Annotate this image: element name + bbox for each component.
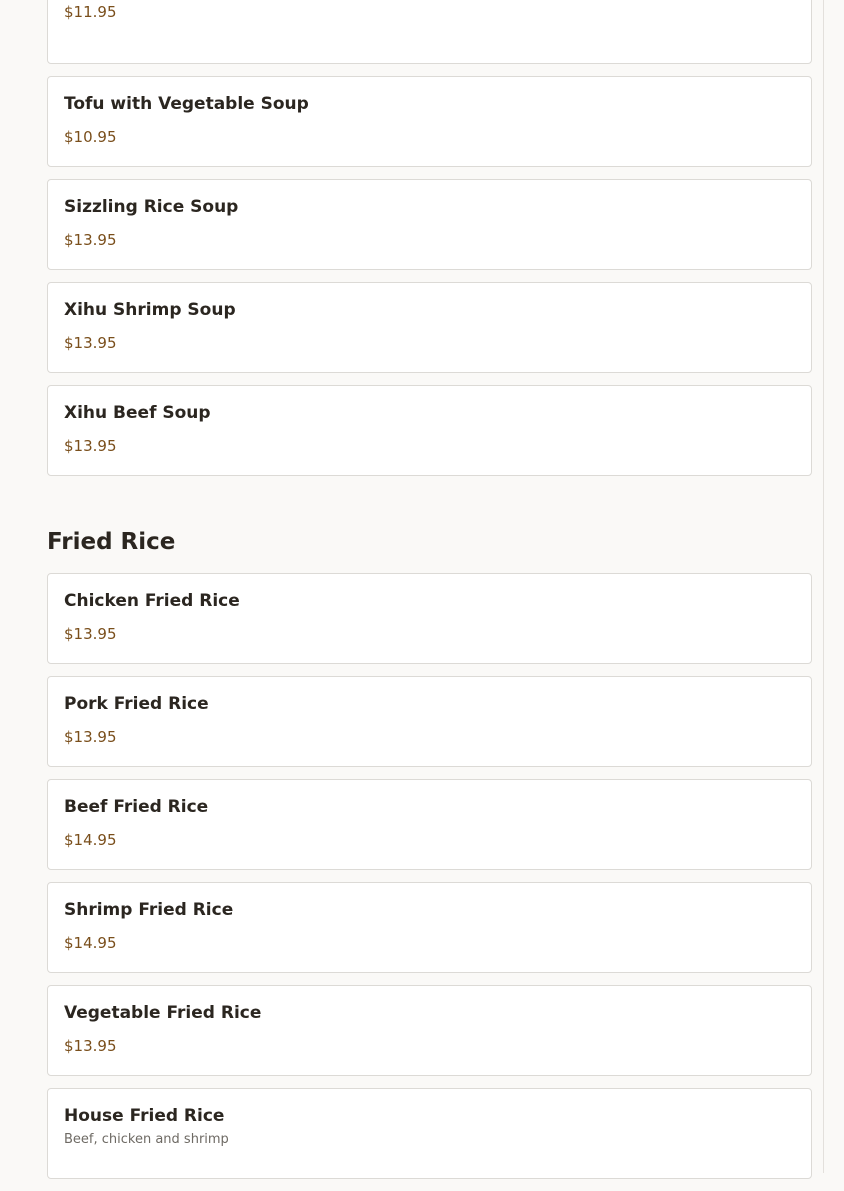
menu-item-card[interactable] (47, 676, 812, 767)
menu-item-name: Tofu with Vegetable Soup (64, 94, 309, 114)
menu-item-price: $13.95 (64, 231, 117, 249)
menu-item-name: Xihu Shrimp Soup (64, 300, 236, 320)
menu-item-price: $13.95 (64, 625, 117, 643)
menu-item-card[interactable] (47, 1088, 812, 1179)
menu-item-name: Sizzling Rice Soup (64, 197, 239, 217)
menu-content (47, 0, 812, 1191)
menu-item-name: House Fried Rice (64, 1106, 225, 1126)
menu-item-card[interactable] (47, 179, 812, 270)
menu-item-card[interactable] (47, 573, 812, 664)
section-title-fried-rice: Fried Rice (47, 529, 176, 555)
menu-item-price: $11.95 (64, 3, 117, 21)
menu-item-name: Xihu Beef Soup (64, 403, 211, 423)
menu-item-price: $10.95 (64, 128, 117, 146)
menu-item-card[interactable] (47, 882, 812, 973)
menu-item-price: $13.95 (64, 1037, 117, 1055)
fried-rice-item-list (47, 573, 812, 1179)
menu-item-card[interactable] (47, 385, 812, 476)
menu-item-name: Shrimp Fried Rice (64, 900, 234, 920)
menu-item-card[interactable] (47, 76, 812, 167)
menu-item-price: $13.95 (64, 334, 117, 352)
menu-item-price: $14.95 (64, 831, 117, 849)
menu-item-price: $13.95 (64, 437, 117, 455)
menu-item-name: Vegetable Fried Rice (64, 1003, 262, 1023)
menu-item-name: Pork Fried Rice (64, 694, 209, 714)
menu-item-name: Beef Fried Rice (64, 797, 209, 817)
soup-item-list (47, 0, 812, 476)
menu-item-card[interactable] (47, 985, 812, 1076)
menu-item-description: Beef, chicken and shrimp (64, 1132, 229, 1147)
menu-item-price: $14.95 (64, 934, 117, 952)
menu-item-price: $13.95 (64, 728, 117, 746)
menu-item-card[interactable] (47, 779, 812, 870)
menu-item-card[interactable] (47, 282, 812, 373)
menu-item-name: Chicken Fried Rice (64, 591, 240, 611)
menu-item-card[interactable] (47, 0, 812, 64)
